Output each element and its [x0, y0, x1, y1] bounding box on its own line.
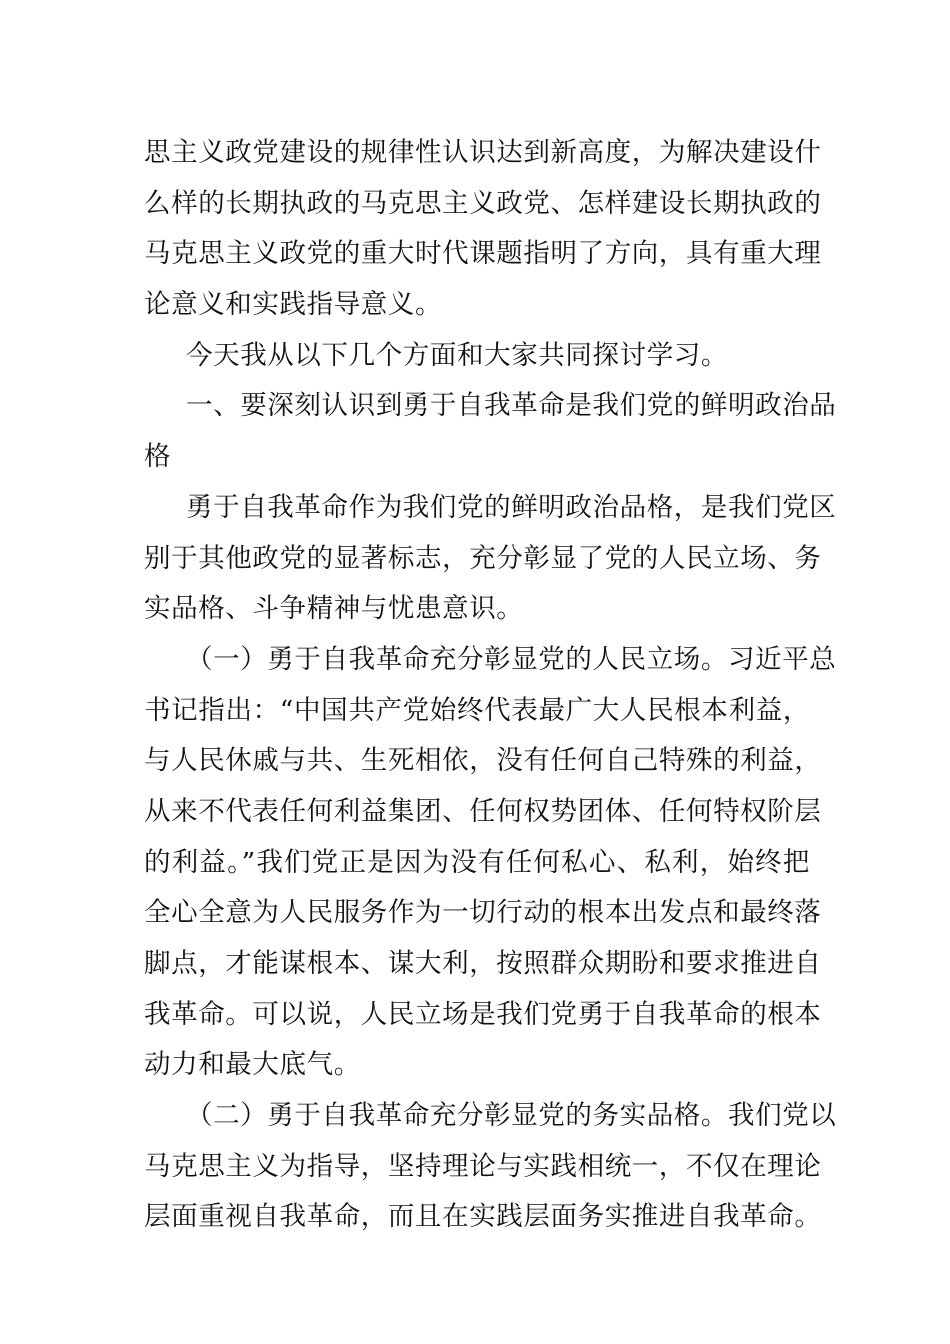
text-line: 么样的长期执政的马克思主义政党、怎样建设长期执政的 [144, 187, 822, 219]
text-line: 别于其他政党的显著标志，充分彰显了党的人民立场、务 [144, 542, 822, 574]
text-line: 思主义政党建设的规律性认识达到新高度，为解决建设什 [144, 137, 822, 168]
subsection-start-line: （一）勇于自我革命充分彰显党的人民立场。习近平总 [186, 643, 837, 675]
text-line: 从来不代表任何利益集团、任何权势团体、任何特权阶层 [144, 795, 822, 827]
section-heading-line: 一、要深刻认识到勇于自我革命是我们党的鲜明政治品 [186, 390, 837, 422]
paragraph-start-line: 今天我从以下几个方面和大家共同探讨学习。 [186, 339, 728, 371]
text-line: 动力和最大底气。 [144, 1049, 361, 1081]
text-line: 脚点，才能谋根本、谋大利，按照群众期盼和要求推进自 [144, 948, 822, 979]
text-line: 论意义和实践指导意义。 [144, 289, 443, 321]
body-text [144, 128, 837, 1243]
text-line: 书记指出：“中国共产党始终代表最广大人民根本利益， [144, 694, 810, 726]
text-line: 的利益。”我们党正是因为没有任何私心、私利，始终把 [144, 846, 810, 878]
text-line: 层面重视自我革命，而且在实践层面务实推进自我革命。 [144, 1201, 822, 1233]
text-line: 我革命。可以说，人民立场是我们党勇于自我革命的根本 [144, 998, 822, 1030]
text-line: 全心全意为人民服务作为一切行动的根本出发点和最终落 [144, 897, 822, 929]
paragraph-start-line: 勇于自我革命作为我们党的鲜明政治品格，是我们党区 [186, 491, 837, 523]
text-line: 马克思主义政党的重大时代课题指明了方向，具有重大理 [144, 238, 822, 270]
section-heading-line: 格 [144, 441, 172, 473]
subsection-start-line: （二）勇于自我革命充分彰显党的务实品格。我们党以 [186, 1100, 837, 1132]
text-line: 与人民休戚与共、生死相依，没有任何自己特殊的利益， [144, 745, 822, 777]
text-line: 实品格、斗争精神与忧患意识。 [144, 593, 524, 625]
text-line: 马克思主义为指导，坚持理论与实践相统一，不仅在理论 [144, 1150, 822, 1182]
